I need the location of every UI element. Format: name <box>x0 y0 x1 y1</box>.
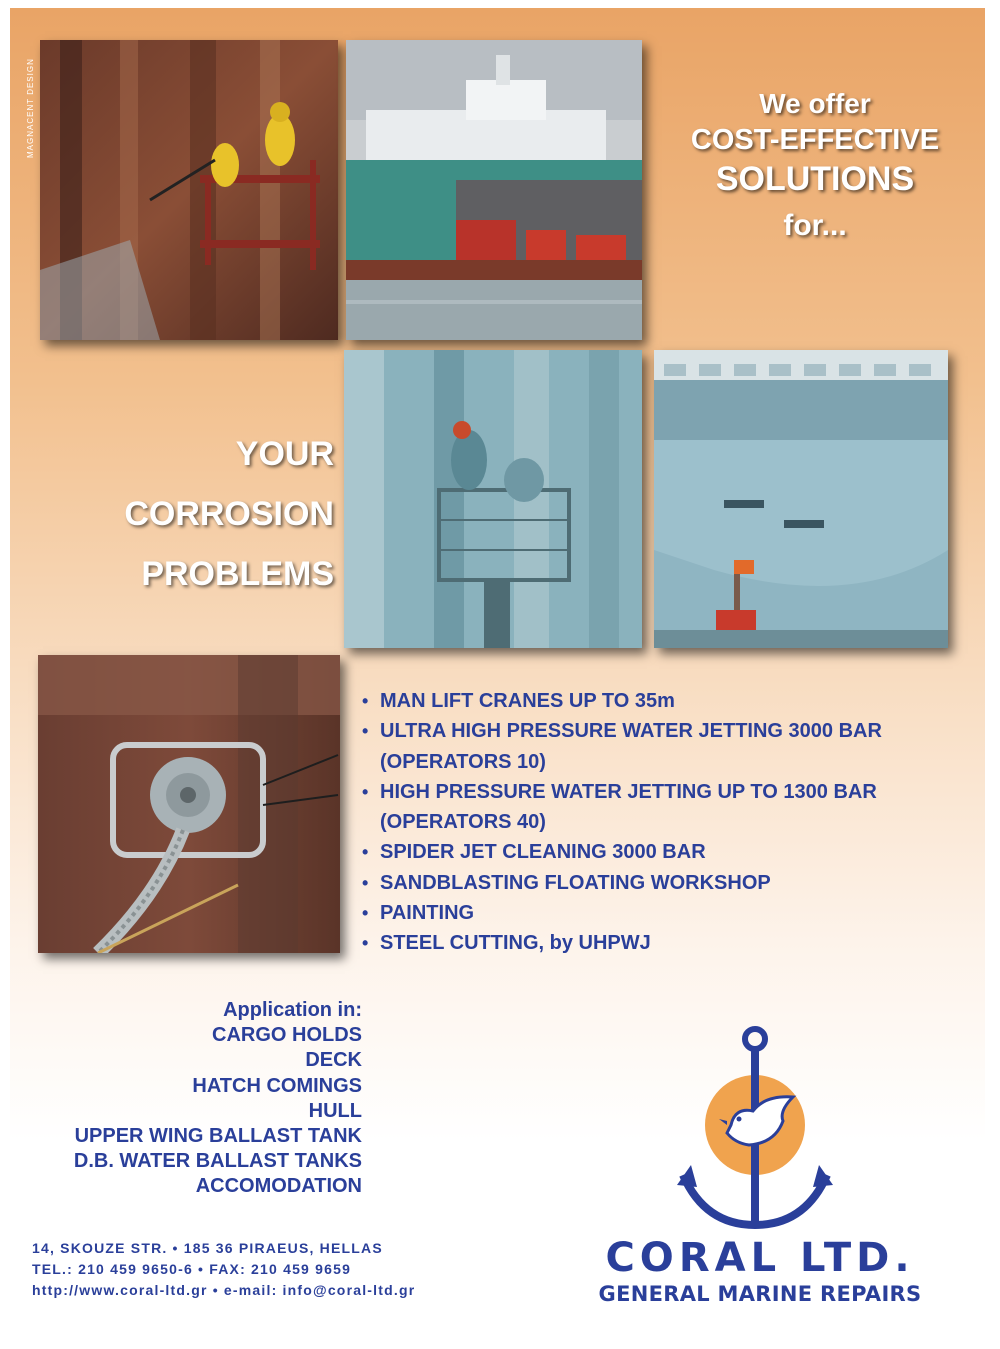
spider-jet-machine-photo <box>38 655 340 953</box>
application-item: D.B. WATER BALLAST TANKS <box>73 1150 362 1173</box>
service-text: PAINTING <box>380 902 475 925</box>
bullet-icon: • <box>362 872 369 893</box>
applications-list <box>30 998 362 1200</box>
application-item: HATCH COMINGS <box>192 1074 362 1097</box>
phone-fax-text: TEL.: 210 459 9650-6 • FAX: 210 459 9659 <box>32 1261 352 1277</box>
offer-line-3: SOLUTIONS <box>715 160 915 198</box>
brochure-page <box>10 8 985 1341</box>
service-text: (OPERATORS 10) <box>380 750 546 773</box>
offer-headline <box>650 86 980 252</box>
bullet-icon: • <box>362 781 369 802</box>
corrosion-line-1: YOUR <box>235 435 334 473</box>
service-text: HIGH PRESSURE WATER JETTING UP TO 1300 BAR <box>380 780 877 803</box>
corrosion-heading <box>50 424 334 604</box>
brand-tagline: GENERAL MARINE REPAIRS <box>598 1282 922 1306</box>
corrosion-line-2: CORROSION <box>124 495 334 533</box>
services-list <box>362 686 982 959</box>
service-text: STEEL CUTTING, by UHPWJ <box>380 932 651 955</box>
service-item <box>362 898 982 928</box>
offer-line-4: for... <box>783 209 847 242</box>
ship-at-dock-photo <box>346 40 642 340</box>
service-text: ULTRA HIGH PRESSURE WATER JETTING 3000 BAR <box>380 720 882 743</box>
web-email-text: http://www.coral-ltd.gr • e-mail: info@coral-ltd.gr <box>32 1282 416 1298</box>
service-item <box>362 686 982 716</box>
service-text: SANDBLASTING FLOATING WORKSHOP <box>380 871 771 894</box>
service-item <box>362 928 982 958</box>
corrosion-line-3: PROBLEMS <box>141 555 334 593</box>
service-item <box>362 868 982 898</box>
worker-in-cage-photo <box>344 350 642 648</box>
brand-name: CORAL LTD. <box>605 1235 915 1281</box>
application-item: CARGO HOLDS <box>212 1024 362 1047</box>
service-text: (OPERATORS 40) <box>380 811 546 834</box>
bullet-icon: • <box>362 691 369 711</box>
bullet-icon: • <box>362 903 369 924</box>
service-text: SPIDER JET CLEANING 3000 BAR <box>380 841 706 864</box>
service-item <box>362 716 982 746</box>
service-item <box>362 747 982 777</box>
ship-hull-lift-photo <box>654 350 948 648</box>
service-item <box>362 837 982 867</box>
application-item: HULL <box>308 1099 362 1122</box>
application-item: ACCOMODATION <box>195 1175 362 1198</box>
service-item <box>362 777 982 807</box>
offer-line-1: We offer <box>759 88 871 119</box>
application-item: DECK <box>305 1049 362 1072</box>
address-text: 14, SKOUZE STR. • 185 36 PIRAEUS, HELLAS <box>32 1240 383 1256</box>
bullet-icon: • <box>362 721 369 742</box>
service-text: MAN LIFT CRANES UP TO 35m <box>380 690 675 712</box>
service-item <box>362 807 982 837</box>
workers-cleaning-hull-photo <box>40 40 338 340</box>
applications-title: Application in: <box>223 999 362 1021</box>
bullet-icon: • <box>362 933 369 954</box>
bullet-icon: • <box>362 842 369 863</box>
photo-credit: MAGNACENT DESIGN <box>26 58 35 158</box>
anchor-dove-logo-icon <box>675 1025 835 1245</box>
offer-line-2: COST-EFFECTIVE <box>690 124 940 156</box>
application-item: UPPER WING BALLAST TANK <box>74 1125 362 1148</box>
contact-block <box>32 1238 512 1301</box>
